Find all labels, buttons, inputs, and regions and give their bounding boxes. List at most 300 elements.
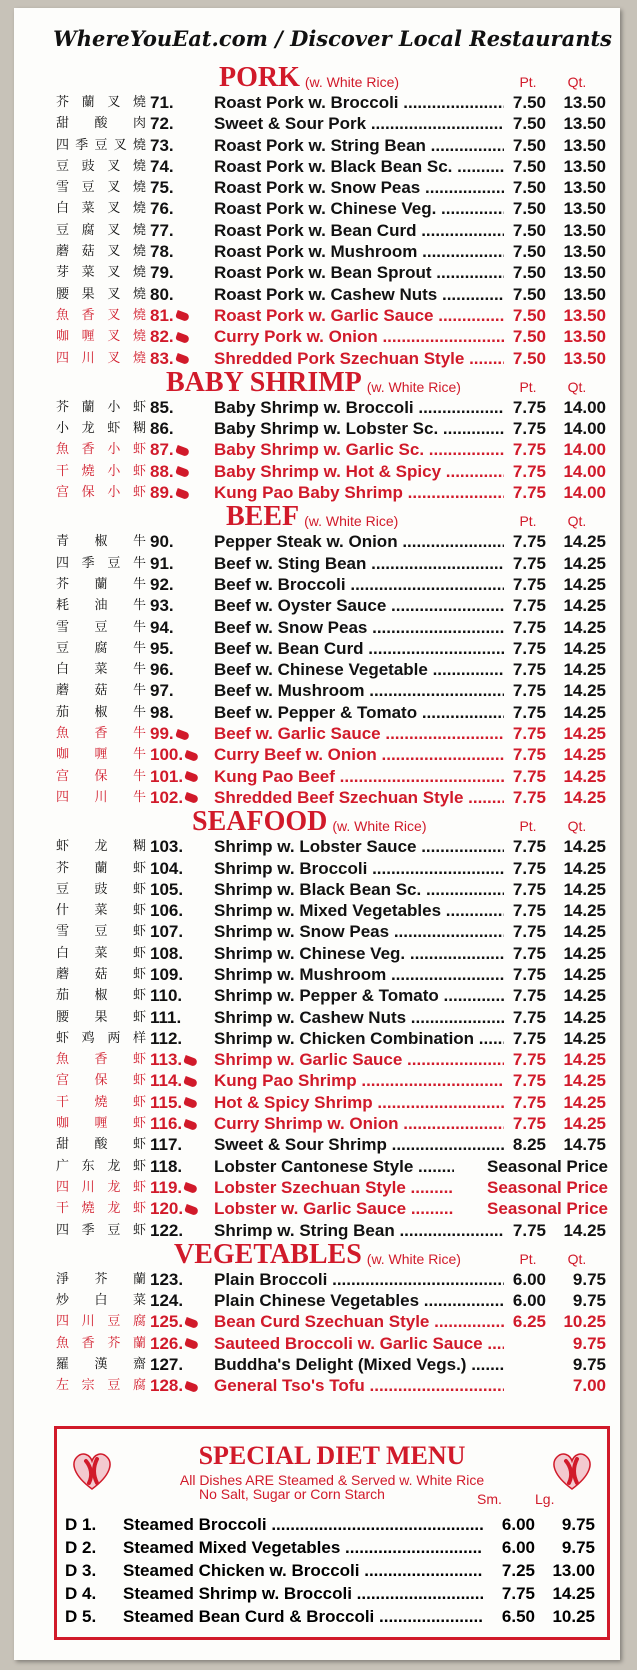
item-name: Lobster Szechuan Style ..... <box>214 1177 504 1198</box>
item-number: 112. <box>150 1028 183 1048</box>
menu-item[interactable] <box>14 879 620 900</box>
menu-item[interactable] <box>14 836 620 857</box>
item-price-quart: 14.00 <box>563 461 606 481</box>
item-name: Roast Pork w. Broccoli ..... <box>214 92 504 113</box>
item-chinese-name: 甜酸虾 <box>56 1137 146 1153</box>
menu-item[interactable] <box>14 1007 620 1028</box>
menu-item[interactable] <box>14 766 620 787</box>
item-price-pint: 7.75 <box>512 724 546 744</box>
item-name: Plain Broccoli ..... <box>214 1269 504 1290</box>
menu-item[interactable] <box>14 1375 620 1396</box>
chili-pepper-icon <box>184 1317 199 1329</box>
item-number: 82. <box>150 326 210 347</box>
item-price-pint: 7.75 <box>512 1050 546 1070</box>
item-name: Roast Pork w. Black Bean Sc. ..... <box>214 156 504 177</box>
menu-item[interactable] <box>14 439 620 460</box>
chili-pepper-icon <box>175 488 190 500</box>
item-chinese-name: 魚香虾 <box>56 1052 146 1068</box>
item-name: Roast Pork w. String Bean ..... <box>214 135 504 156</box>
item-seasonal-price: Seasonal Price <box>454 1177 608 1198</box>
item-name: Shrimp w. Garlic Sauce ..... <box>214 1049 504 1070</box>
section-col-pt: Pt. <box>519 513 537 530</box>
section-header <box>14 366 620 398</box>
item-price-pint: 7.50 <box>512 242 546 262</box>
menu-item[interactable] <box>14 574 620 595</box>
item-number: 102. <box>150 787 210 808</box>
item-chinese-name: 雪豆虾 <box>56 924 146 940</box>
item-price-pint: 7.50 <box>512 114 546 134</box>
menu-item[interactable] <box>14 638 620 659</box>
item-chinese-name: 宫保虾 <box>56 1073 146 1089</box>
diet-item-name: Steamed Bean Curd & Broccoli ..... <box>123 1605 483 1628</box>
item-chinese-name: 蘑菇叉燒 <box>56 244 146 260</box>
item-number: 127. <box>150 1355 184 1375</box>
item-price-pint: 7.75 <box>512 660 546 680</box>
item-number: 91. <box>150 553 174 573</box>
item-number: 80. <box>150 284 174 304</box>
menu-item[interactable] <box>14 220 620 241</box>
item-price-quart: 10.25 <box>563 1312 606 1332</box>
menu-item[interactable] <box>14 1177 620 1198</box>
menu-item[interactable] <box>14 348 620 369</box>
chili-pepper-icon <box>183 1055 198 1067</box>
item-price-pint: 7.75 <box>512 787 546 807</box>
item-name: Beef w. Chinese Vegetable ..... <box>214 659 504 680</box>
item-chinese-name: 广东龙虾 <box>56 1158 146 1174</box>
item-price-pint: 7.75 <box>512 532 546 552</box>
item-price-quart: 14.00 <box>563 483 606 503</box>
diet-item-price-sm: 6.50 <box>501 1607 535 1626</box>
item-chinese-name: 四川豆腐 <box>56 1314 146 1330</box>
item-price-quart: 13.50 <box>563 284 606 304</box>
item-price-quart: 9.75 <box>572 1291 606 1311</box>
section-col-pt: Pt. <box>519 74 537 90</box>
section-col-pt: Pt. <box>519 378 537 395</box>
chili-pepper-icon <box>175 353 190 365</box>
item-chinese-name: 四季豆牛 <box>56 555 146 571</box>
special-diet-box <box>54 1426 610 1640</box>
item-name: Kung Pao Beef ..... <box>214 766 504 787</box>
menu-item[interactable] <box>14 198 620 219</box>
menu-item[interactable] <box>14 921 620 942</box>
item-price-quart: 14.25 <box>563 986 606 1006</box>
diet-item-code: D 5. <box>65 1607 97 1626</box>
item-price-pint: 7.75 <box>512 1028 546 1048</box>
item-price-quart: 13.50 <box>563 93 606 112</box>
item-number: 111. <box>150 1007 182 1027</box>
item-chinese-name: 茄椒虾 <box>56 988 146 1004</box>
menu-item[interactable] <box>14 1156 620 1177</box>
section-header <box>14 1238 620 1270</box>
section-subtitle: (w. White Rice) <box>304 74 400 90</box>
diet-item[interactable] <box>65 1582 595 1605</box>
section-col-qt: Qt. <box>567 513 587 530</box>
item-name: Shrimp w. Chicken Combination ..... <box>214 1028 504 1049</box>
item-price-quart: 13.50 <box>563 327 606 347</box>
menu-item[interactable] <box>14 241 620 262</box>
menu-item[interactable] <box>14 418 620 439</box>
section-header-inner <box>14 808 620 836</box>
item-price-quart: 14.25 <box>563 901 606 921</box>
section-col-qt: Qt. <box>567 378 587 395</box>
item-chinese-name: 蘑菇牛 <box>56 683 146 699</box>
diet-item-price-lg: 9.75 <box>561 1538 595 1557</box>
item-name: Roast Pork w. Garlic Sauce ..... <box>214 305 504 326</box>
section-subtitle: (w. White Rice) <box>366 1250 461 1267</box>
item-chinese-name: 豆豉叉燒 <box>56 158 146 174</box>
item-number: 106. <box>150 901 184 921</box>
item-price-quart: 14.25 <box>563 879 606 899</box>
menu-item[interactable] <box>14 659 620 680</box>
item-number: 123. <box>150 1269 184 1289</box>
item-number: 81. <box>150 305 210 326</box>
diet-item-price-sm: 7.75 <box>501 1584 535 1603</box>
menu-page <box>14 8 620 1660</box>
item-name: Beef w. Broccoli ..... <box>214 574 504 595</box>
section-col-pt: Pt. <box>519 818 537 835</box>
item-price-quart: 14.25 <box>563 787 606 807</box>
item-name: Beef w. Garlic Sauce ..... <box>214 723 504 744</box>
menu-item[interactable] <box>14 723 620 744</box>
item-price-quart: 14.25 <box>563 1028 606 1048</box>
item-price-quart: 14.25 <box>563 638 606 658</box>
menu-item[interactable] <box>14 262 620 283</box>
item-price-pint: 7.50 <box>512 199 546 219</box>
menu-item[interactable] <box>14 1220 620 1241</box>
item-chinese-name: 芥蘭牛 <box>56 576 146 592</box>
item-name: Beef w. Bean Curd ..... <box>214 638 504 659</box>
menu-item[interactable] <box>14 787 620 808</box>
diet-item-name: Steamed Mixed Vegetables ..... <box>123 1536 483 1559</box>
item-name: Sauteed Broccoli w. Garlic Sauce ..... <box>214 1333 504 1354</box>
menu-item[interactable] <box>14 858 620 879</box>
diet-item-price-lg: 13.00 <box>552 1561 595 1580</box>
item-number: 109. <box>150 964 184 984</box>
menu-item[interactable] <box>14 1311 620 1332</box>
item-name: Buddha's Delight (Mixed Vegs.) ..... <box>214 1354 504 1375</box>
menu-item[interactable] <box>14 943 620 964</box>
item-price-quart: 14.00 <box>563 419 606 439</box>
section-subtitle: (w. White Rice) <box>332 818 427 835</box>
diet-item-price-sm: 6.00 <box>501 1515 535 1534</box>
item-price-pint: 7.75 <box>512 397 546 417</box>
menu-item[interactable] <box>14 1198 620 1219</box>
menu-item[interactable] <box>14 553 620 574</box>
item-price-quart: 14.25 <box>563 943 606 963</box>
item-chinese-name: 魚香芥蘭 <box>56 1335 146 1351</box>
item-price-pint: 7.50 <box>512 156 546 176</box>
item-name: Shrimp w. Mushroom ..... <box>214 964 504 985</box>
item-price-quart: 14.25 <box>563 1071 606 1091</box>
item-number: 128. <box>150 1375 210 1396</box>
item-price-pint: 7.50 <box>512 135 546 155</box>
item-name: Kung Pao Shrimp ..... <box>214 1070 504 1091</box>
item-name: Beef w. Oyster Sauce ..... <box>214 595 504 616</box>
item-price-quart: 14.25 <box>563 766 606 786</box>
diet-item-price-lg: 10.25 <box>552 1607 595 1626</box>
item-name: Shrimp w. Black Bean Sc. ..... <box>214 879 504 900</box>
item-price-pint: 7.75 <box>512 964 546 984</box>
chili-pepper-icon <box>184 1381 199 1393</box>
diet-item[interactable] <box>65 1513 595 1536</box>
item-chinese-name: 炒白菜 <box>56 1293 146 1309</box>
item-price-pint: 7.75 <box>512 681 546 701</box>
item-chinese-name: 魚香叉燒 <box>56 307 146 323</box>
item-name: Roast Pork w. Chinese Veg. ..... <box>214 198 504 219</box>
item-name: Baby Shrimp w. Broccoli ..... <box>214 397 504 418</box>
item-number: 103. <box>150 837 184 857</box>
item-chinese-name: 四季豆叉燒 <box>56 137 146 153</box>
menu-item[interactable] <box>14 1134 620 1155</box>
item-price-pint: 8.25 <box>512 1135 546 1155</box>
diet-item-price-lg: 14.25 <box>552 1584 595 1603</box>
item-number: 120. <box>150 1198 210 1219</box>
item-price-pint: 7.50 <box>512 178 546 198</box>
item-chinese-name: 魚香小虾 <box>56 442 146 458</box>
section-header <box>14 64 620 92</box>
item-name: Shrimp w. Broccoli ..... <box>214 858 504 879</box>
site-brand[interactable]: WhereYouEat.com / Discover Local Restaurants <box>53 26 612 51</box>
item-chinese-name: 豆腐牛 <box>56 640 146 656</box>
diet-item-price-sm: 6.00 <box>501 1538 535 1557</box>
item-chinese-name: 宫保小虾 <box>56 485 146 501</box>
item-chinese-name: 雪豆叉燒 <box>56 180 146 196</box>
item-price-quart: 14.00 <box>563 440 606 460</box>
item-number: 107. <box>150 922 184 942</box>
chili-pepper-icon <box>184 1338 199 1350</box>
item-chinese-name: 咖喱虾 <box>56 1116 146 1132</box>
item-number: 99. <box>150 723 210 744</box>
item-price-quart: 13.50 <box>563 135 606 155</box>
item-price-pint: 7.75 <box>512 702 546 722</box>
item-number: 79. <box>150 263 174 283</box>
section-col-qt: Qt. <box>567 74 587 90</box>
section-title: BEEF <box>226 501 300 533</box>
item-price-pint: 7.75 <box>512 553 546 573</box>
item-price-pint: 7.75 <box>512 483 546 503</box>
item-number: 94. <box>150 617 174 637</box>
item-number: 73. <box>150 135 174 155</box>
item-number: 105. <box>150 879 184 899</box>
item-name: Shrimp w. Lobster Sauce ..... <box>214 836 504 857</box>
diet-item-price-sm: 7.25 <box>501 1561 535 1580</box>
chili-pepper-icon <box>183 1076 198 1088</box>
item-number: 96. <box>150 660 174 680</box>
chili-pepper-icon <box>183 1119 198 1131</box>
item-price-quart: 14.25 <box>563 532 606 552</box>
chili-pepper-icon <box>184 750 199 762</box>
item-seasonal-price: Seasonal Price <box>454 1198 608 1219</box>
section-header <box>14 503 620 531</box>
item-number: 78. <box>150 242 174 262</box>
item-number: 117. <box>150 1135 183 1155</box>
menu-item[interactable] <box>14 1028 620 1049</box>
item-price-pint: 6.00 <box>512 1291 546 1311</box>
section-col-pt: Pt. <box>519 1250 537 1267</box>
menu-item[interactable] <box>14 305 620 326</box>
item-name: Lobster Cantonese Style ..... <box>214 1156 504 1177</box>
item-price-quart: 14.25 <box>563 617 606 637</box>
item-number: 85. <box>150 397 174 417</box>
item-number: 124. <box>150 1291 184 1311</box>
menu-item[interactable] <box>14 113 620 134</box>
item-price-pint: 7.50 <box>512 220 546 240</box>
menu-item[interactable] <box>14 461 620 482</box>
item-seasonal-price: Seasonal Price <box>454 1156 608 1177</box>
item-chinese-name: 茄椒牛 <box>56 704 146 720</box>
item-name: Lobster w. Garlic Sauce ..... <box>214 1198 504 1219</box>
item-chinese-name: 芥蘭小虾 <box>56 399 146 415</box>
item-price-pint: 7.50 <box>512 93 546 112</box>
menu-item[interactable] <box>14 284 620 305</box>
item-chinese-name: 白菜叉燒 <box>56 201 146 217</box>
item-chinese-name: 四季豆虾 <box>56 1222 146 1238</box>
item-number: 95. <box>150 638 174 658</box>
item-chinese-name: 豆豉虾 <box>56 881 146 897</box>
menu-item[interactable] <box>14 177 620 198</box>
chili-pepper-icon <box>183 1097 198 1109</box>
item-number: 90. <box>150 532 174 552</box>
menu-item[interactable] <box>14 1290 620 1311</box>
menu-item[interactable] <box>14 617 620 638</box>
item-number: 72. <box>150 114 174 134</box>
menu-item[interactable] <box>14 531 620 552</box>
diet-item-code: D 1. <box>65 1515 97 1534</box>
item-price-quart: 14.25 <box>563 1092 606 1112</box>
menu-item[interactable] <box>14 985 620 1006</box>
item-price-pint: 7.75 <box>512 922 546 942</box>
item-price-quart: 13.50 <box>563 114 606 134</box>
diet-subtitle-1: All Dishes ARE Steamed & Served w. White Rice <box>179 1472 485 1488</box>
item-number: 87. <box>150 439 210 460</box>
menu-item[interactable] <box>14 595 620 616</box>
item-name: Curry Shrimp w. Onion ..... <box>214 1113 504 1134</box>
chili-pepper-icon <box>184 771 199 783</box>
menu-item[interactable] <box>14 1333 620 1354</box>
item-number: 98. <box>150 702 174 722</box>
chili-pepper-icon <box>184 792 199 804</box>
item-price-quart: 9.75 <box>572 1355 606 1375</box>
menu-item[interactable] <box>14 1049 620 1070</box>
menu-item[interactable] <box>14 1269 620 1290</box>
section-header-inner <box>14 503 620 531</box>
item-number: 97. <box>150 681 174 701</box>
item-price-quart: 13.50 <box>563 348 606 368</box>
diet-item[interactable] <box>65 1559 595 1582</box>
menu-item[interactable] <box>14 92 620 113</box>
item-price-quart: 14.25 <box>563 1220 606 1240</box>
menu-item[interactable] <box>14 744 620 765</box>
section-title: VEGETABLES <box>174 1238 362 1270</box>
item-price-quart: 14.25 <box>563 837 606 857</box>
diet-item-name: Steamed Shrimp w. Broccoli ..... <box>123 1582 483 1605</box>
diet-item[interactable] <box>65 1536 595 1559</box>
item-name: General Tso's Tofu ..... <box>214 1375 504 1396</box>
item-price-quart: 14.75 <box>563 1135 606 1155</box>
item-price-quart: 13.50 <box>563 156 606 176</box>
item-price-quart: 14.25 <box>563 1114 606 1134</box>
menu-item[interactable] <box>14 1070 620 1091</box>
menu-item[interactable] <box>14 135 620 156</box>
item-chinese-name: 左宗豆腐 <box>56 1378 146 1394</box>
item-number: 92. <box>150 574 174 594</box>
menu-item[interactable] <box>14 900 620 921</box>
item-price-quart: 13.50 <box>563 199 606 219</box>
menu-item[interactable] <box>14 397 620 418</box>
menu-item[interactable] <box>14 1113 620 1134</box>
item-number: 126. <box>150 1333 210 1354</box>
item-number: 86. <box>150 419 174 439</box>
item-price-pint: 7.75 <box>512 574 546 594</box>
item-name: Beef w. Mushroom ..... <box>214 680 504 701</box>
diet-item[interactable] <box>65 1605 595 1628</box>
item-number: 113. <box>150 1049 210 1070</box>
section-title: BABY SHRIMP <box>166 366 362 398</box>
item-name: Roast Pork w. Bean Curd ..... <box>214 220 504 241</box>
item-name: Hot & Spicy Shrimp ..... <box>214 1092 504 1113</box>
item-price-pint: 7.75 <box>512 1007 546 1027</box>
item-number: 114. <box>150 1070 210 1091</box>
item-name: Roast Pork w. Mushroom ..... <box>214 241 504 262</box>
menu-item[interactable] <box>14 702 620 723</box>
item-name: Curry Beef w. Onion ..... <box>214 744 504 765</box>
menu-item[interactable] <box>14 1092 620 1113</box>
item-price-quart: 14.25 <box>563 702 606 722</box>
section-col-qt: Qt. <box>567 818 587 835</box>
menu-item[interactable] <box>14 156 620 177</box>
diet-subtitle-2: No Salt, Sugar or Corn Starch <box>199 1486 385 1502</box>
item-name: Kung Pao Baby Shrimp ..... <box>214 482 504 503</box>
item-price-pint: 7.50 <box>512 327 546 347</box>
item-name: Shrimp w. Snow Peas ..... <box>214 921 504 942</box>
menu-item[interactable] <box>14 326 620 347</box>
item-price-pint: 7.75 <box>512 596 546 616</box>
item-number: 100. <box>150 744 210 765</box>
item-chinese-name: 虾龙糊 <box>56 839 146 855</box>
item-price-quart: 14.25 <box>563 681 606 701</box>
item-price-quart: 14.25 <box>563 964 606 984</box>
item-chinese-name: 腰果叉燒 <box>56 286 146 302</box>
item-price-quart: 14.25 <box>563 574 606 594</box>
menu-item[interactable] <box>14 680 620 701</box>
item-name: Baby Shrimp w. Lobster Sc. ..... <box>214 418 504 439</box>
menu-item[interactable] <box>14 482 620 503</box>
section-header-inner <box>14 64 620 92</box>
section-header-inner <box>14 1238 620 1270</box>
item-price-pint: 6.00 <box>512 1269 546 1289</box>
item-price-quart: 14.00 <box>563 397 606 417</box>
item-name: Baby Shrimp w. Hot & Spicy ..... <box>214 461 504 482</box>
chili-pepper-icon <box>175 311 190 323</box>
chili-pepper-icon <box>175 445 190 457</box>
item-price-pint: 7.75 <box>512 986 546 1006</box>
menu-item[interactable] <box>14 964 620 985</box>
menu-item[interactable] <box>14 1354 620 1375</box>
item-chinese-name: 芥蘭虾 <box>56 860 146 876</box>
diet-col-lg: Lg. <box>535 1491 555 1507</box>
item-chinese-name: 虾鸡两样 <box>56 1030 146 1046</box>
item-chinese-name: 宫保牛 <box>56 768 146 784</box>
diet-col-sm: Sm. <box>477 1491 502 1507</box>
item-number: 116. <box>150 1113 210 1134</box>
item-chinese-name: 干燒小虾 <box>56 463 146 479</box>
item-price-pint: 7.75 <box>512 617 546 637</box>
item-chinese-name: 豆腐叉燒 <box>56 222 146 238</box>
diet-item-code: D 2. <box>65 1538 97 1557</box>
item-name: Sweet & Sour Pork ..... <box>214 113 504 134</box>
item-number: 108. <box>150 943 184 963</box>
diet-item-name: Steamed Broccoli ..... <box>123 1513 483 1536</box>
